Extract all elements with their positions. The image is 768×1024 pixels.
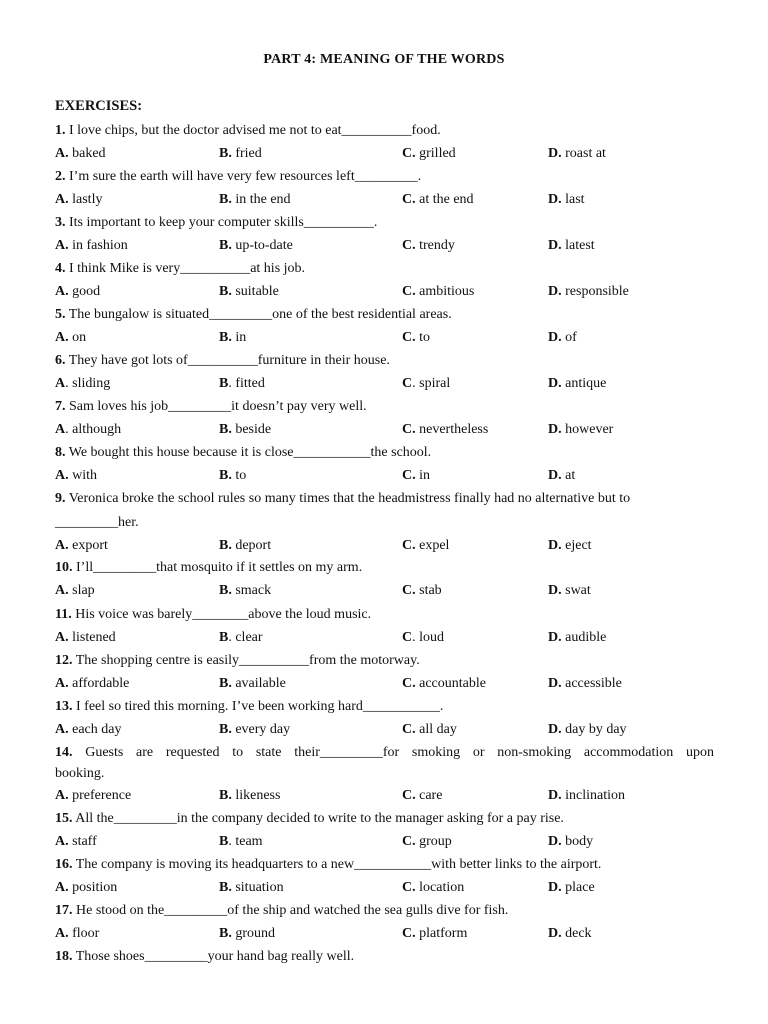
- option-text: expel: [415, 538, 450, 553]
- option-letter: D.: [548, 422, 562, 437]
- option-letter: A.: [55, 788, 69, 803]
- option-text: responsible: [561, 284, 629, 299]
- answer-options: [55, 583, 715, 603]
- option-text: ground: [231, 926, 276, 941]
- option-letter: D.: [548, 583, 562, 598]
- option-c: [402, 538, 449, 554]
- option-letter: A.: [55, 468, 69, 483]
- question-18: [55, 949, 354, 965]
- option-b: [219, 468, 246, 484]
- question-text: The bungalow is situated_________one of the best residential areas.: [65, 307, 452, 322]
- question-3: [55, 215, 377, 231]
- option-text: all day: [415, 722, 457, 737]
- question-number: 2.: [55, 169, 66, 184]
- option-text: accountable: [415, 676, 486, 691]
- option-letter: A.: [55, 880, 69, 895]
- question-text: Those shoes_________your hand bag really well.: [72, 949, 355, 964]
- question-number: 10.: [55, 560, 73, 575]
- question-17: [55, 903, 508, 919]
- option-text: audible: [561, 630, 607, 645]
- option-b: [219, 722, 290, 738]
- question-text: Its important to keep your computer skills__________.: [65, 215, 378, 230]
- option-text: to: [231, 468, 247, 483]
- option-letter: B.: [219, 880, 232, 895]
- option-d: [548, 788, 625, 804]
- question-text: I think Mike is very__________at his job.: [65, 261, 306, 276]
- question-number: 1.: [55, 123, 66, 138]
- option-letter: A.: [55, 538, 69, 553]
- option-text: affordable: [68, 676, 130, 691]
- question-number: 6.: [55, 353, 66, 368]
- question-10: [55, 560, 362, 576]
- option-letter: C.: [402, 284, 416, 299]
- option-letter: D.: [548, 834, 562, 849]
- option-letter: D.: [548, 146, 562, 161]
- option-letter: C.: [402, 238, 416, 253]
- option-letter: A.: [55, 284, 69, 299]
- page-title: PART 4: MEANING OF THE WORDS: [263, 52, 505, 67]
- option-b: [219, 146, 262, 162]
- option-letter: D.: [548, 330, 562, 345]
- option-letter: A.: [55, 676, 69, 691]
- option-a: [55, 834, 97, 850]
- option-d: [548, 834, 593, 850]
- option-a: [55, 376, 110, 392]
- option-text: suitable: [231, 284, 279, 299]
- answer-options: [55, 238, 715, 258]
- option-d: [548, 376, 606, 392]
- option-letter: D.: [548, 284, 562, 299]
- option-a: [55, 146, 106, 162]
- option-letter: B.: [219, 330, 232, 345]
- option-d: [548, 238, 595, 254]
- option-text: inclination: [561, 788, 626, 803]
- option-text: deck: [561, 926, 592, 941]
- option-letter: C.: [402, 422, 416, 437]
- option-text: slap: [68, 583, 95, 598]
- option-d: [548, 468, 575, 484]
- option-a: [55, 284, 100, 300]
- option-letter: C.: [402, 722, 416, 737]
- option-b: [219, 880, 284, 896]
- option-letter: B: [219, 834, 229, 849]
- option-text: deport: [231, 538, 272, 553]
- option-letter: C.: [402, 834, 416, 849]
- option-text: beside: [231, 422, 272, 437]
- question-number: 11.: [55, 607, 72, 622]
- option-b: [219, 376, 265, 392]
- option-letter: D.: [548, 630, 562, 645]
- option-letter: C.: [402, 192, 416, 207]
- option-letter: A.: [55, 238, 69, 253]
- option-text: nevertheless: [415, 422, 489, 437]
- answer-options: [55, 422, 715, 442]
- question-16: [55, 857, 601, 873]
- option-c: [402, 376, 450, 392]
- question-6: [55, 353, 390, 369]
- option-a: [55, 880, 117, 896]
- question-text: I love chips, but the doctor advised me not to eat__________food.: [65, 123, 441, 138]
- option-text: latest: [561, 238, 595, 253]
- option-d: [548, 722, 627, 738]
- question-12: [55, 653, 420, 669]
- question-number: 13.: [55, 699, 73, 714]
- question-text: The shopping centre is easily__________from the motorway.: [72, 653, 420, 668]
- question-text: His voice was barely________above the loud music.: [71, 607, 372, 622]
- question-number: 14.: [55, 745, 73, 760]
- option-letter: C.: [402, 146, 416, 161]
- question-11: [55, 607, 371, 623]
- question-7: [55, 399, 367, 415]
- option-letter: C.: [402, 538, 416, 553]
- option-a: [55, 926, 99, 942]
- option-text: staff: [68, 834, 97, 849]
- option-letter: C.: [402, 330, 416, 345]
- option-letter: A.: [55, 330, 69, 345]
- option-b: [219, 926, 275, 942]
- option-text: group: [415, 834, 452, 849]
- option-letter: A: [55, 376, 66, 391]
- option-a: [55, 538, 108, 554]
- option-c: [402, 192, 474, 208]
- option-letter: A.: [55, 926, 69, 941]
- option-b: [219, 834, 263, 850]
- option-text: likeness: [231, 788, 281, 803]
- question-text: We bought this house because it is close___________the school.: [65, 445, 432, 460]
- option-letter: D.: [548, 926, 562, 941]
- option-text: ambitious: [415, 284, 475, 299]
- option-letter: B: [219, 630, 229, 645]
- option-a: [55, 192, 102, 208]
- option-letter: C.: [402, 468, 416, 483]
- option-text: with: [68, 468, 98, 483]
- option-c: [402, 834, 452, 850]
- option-text: in fashion: [68, 238, 128, 253]
- question-text: I’m sure the earth will have very few resources left_________.: [65, 169, 422, 184]
- option-text: in: [231, 330, 247, 345]
- option-text: good: [68, 284, 101, 299]
- option-text: baked: [68, 146, 106, 161]
- question-continuation: _________her.: [55, 515, 139, 530]
- option-text: every day: [231, 722, 291, 737]
- option-d: [548, 146, 606, 162]
- option-b: [219, 330, 246, 346]
- question-number: 15.: [55, 811, 73, 826]
- option-letter: A.: [55, 630, 69, 645]
- option-letter: A.: [55, 146, 69, 161]
- answer-options: [55, 376, 715, 396]
- option-letter: D.: [548, 676, 562, 691]
- option-c: [402, 880, 464, 896]
- question-text: I’ll_________that mosquito if it settles on my arm.: [72, 560, 363, 575]
- option-c: [402, 926, 467, 942]
- option-letter: B.: [219, 722, 232, 737]
- option-text: of: [561, 330, 577, 345]
- question-13: [55, 699, 443, 715]
- option-text: swat: [561, 583, 591, 598]
- option-letter: B.: [219, 926, 232, 941]
- answer-options: [55, 630, 715, 650]
- option-text: position: [68, 880, 118, 895]
- option-text: floor: [68, 926, 100, 941]
- option-text: location: [415, 880, 465, 895]
- option-a: [55, 788, 131, 804]
- option-text: to: [415, 330, 431, 345]
- answer-options: [55, 926, 715, 946]
- option-letter: C.: [402, 926, 416, 941]
- option-c: [402, 583, 442, 599]
- option-text: export: [68, 538, 108, 553]
- answer-options: [55, 538, 715, 558]
- option-b: [219, 583, 271, 599]
- question-5: [55, 307, 452, 323]
- question-text: I feel so tired this morning. I’ve been working hard___________.: [72, 699, 444, 714]
- option-text: care: [415, 788, 443, 803]
- option-text: body: [561, 834, 594, 849]
- question-2: [55, 169, 421, 185]
- option-text: fried: [231, 146, 262, 161]
- option-text: . although: [65, 422, 122, 437]
- option-text: stab: [415, 583, 442, 598]
- question-number: 17.: [55, 903, 73, 918]
- option-d: [548, 676, 622, 692]
- option-letter: D.: [548, 538, 562, 553]
- option-b: [219, 788, 280, 804]
- option-text: grilled: [415, 146, 456, 161]
- option-d: [548, 192, 585, 208]
- option-c: [402, 422, 488, 438]
- option-text: listened: [68, 630, 116, 645]
- option-text: smack: [231, 583, 272, 598]
- question-1: [55, 123, 441, 139]
- option-c: [402, 788, 442, 804]
- option-text: at the end: [415, 192, 474, 207]
- option-letter: C.: [402, 880, 416, 895]
- option-b: [219, 538, 271, 554]
- answer-options: [55, 192, 715, 212]
- option-text: however: [561, 422, 614, 437]
- option-text: accessible: [561, 676, 622, 691]
- question-number: 5.: [55, 307, 66, 322]
- option-text: each day: [68, 722, 122, 737]
- option-a: [55, 330, 86, 346]
- option-c: [402, 676, 486, 692]
- question-4: [55, 261, 305, 277]
- option-b: [219, 192, 291, 208]
- answer-options: [55, 834, 715, 854]
- option-text: . clear: [228, 630, 263, 645]
- question-number: 3.: [55, 215, 66, 230]
- question-number: 4.: [55, 261, 66, 276]
- option-b: [219, 284, 279, 300]
- question-text: Sam loves his job_________it doesn’t pay very well.: [65, 399, 367, 414]
- answer-options: [55, 676, 715, 696]
- option-letter: D.: [548, 468, 562, 483]
- option-c: [402, 630, 444, 646]
- option-letter: C: [402, 630, 413, 645]
- option-letter: D.: [548, 788, 562, 803]
- option-letter: C.: [402, 788, 416, 803]
- option-c: [402, 146, 456, 162]
- option-letter: B.: [219, 788, 232, 803]
- option-b: [219, 422, 271, 438]
- option-text: at: [561, 468, 576, 483]
- option-text: . fitted: [228, 376, 265, 391]
- option-c: [402, 330, 430, 346]
- question-text: Veronica broke the school rules so many times that the headmistress finally had no alternative but to: [65, 491, 631, 506]
- question-number: 18.: [55, 949, 73, 964]
- question-15: [55, 811, 564, 827]
- option-a: [55, 238, 128, 254]
- answer-options: [55, 284, 715, 304]
- question-text: They have got lots of__________furniture in their house.: [65, 353, 390, 368]
- option-letter: A: [55, 422, 66, 437]
- answer-options: [55, 788, 715, 808]
- option-letter: D.: [548, 880, 562, 895]
- option-text: . team: [228, 834, 263, 849]
- option-a: [55, 583, 95, 599]
- option-letter: B.: [219, 284, 232, 299]
- option-text: situation: [231, 880, 284, 895]
- exercises-heading: EXERCISES:: [55, 98, 143, 114]
- option-c: [402, 468, 430, 484]
- question-text: All the_________in the company decided to write to the manager asking for a pay rise.: [72, 811, 564, 826]
- answer-options: [55, 722, 715, 742]
- option-text: on: [68, 330, 87, 345]
- question-text: Guests are requested to state their_________for smoking or non-smoking accommodation upon: [72, 745, 714, 760]
- option-letter: D.: [548, 722, 562, 737]
- option-b: [219, 676, 286, 692]
- option-letter: B.: [219, 538, 232, 553]
- option-letter: C: [402, 376, 413, 391]
- option-letter: B.: [219, 468, 232, 483]
- answer-options: [55, 468, 715, 488]
- question-number: 8.: [55, 445, 66, 460]
- option-text: trendy: [415, 238, 455, 253]
- option-text: last: [561, 192, 585, 207]
- option-c: [402, 284, 474, 300]
- answer-options: [55, 880, 715, 900]
- question-8: [55, 445, 431, 461]
- question-continuation: booking.: [55, 766, 105, 781]
- option-letter: C.: [402, 583, 416, 598]
- answer-options: [55, 146, 715, 166]
- option-text: antique: [561, 376, 607, 391]
- option-letter: B.: [219, 192, 232, 207]
- option-text: in: [415, 468, 431, 483]
- option-text: up-to-date: [231, 238, 293, 253]
- question-number: 12.: [55, 653, 73, 668]
- option-letter: B.: [219, 422, 232, 437]
- option-letter: A.: [55, 583, 69, 598]
- question-number: 16.: [55, 857, 73, 872]
- option-text: . spiral: [412, 376, 451, 391]
- option-d: [548, 583, 591, 599]
- option-letter: D.: [548, 376, 562, 391]
- question-9: [55, 491, 630, 507]
- option-text: day by day: [561, 722, 627, 737]
- option-text: lastly: [68, 192, 103, 207]
- question-number: 7.: [55, 399, 66, 414]
- option-letter: D.: [548, 192, 562, 207]
- option-a: [55, 630, 116, 646]
- option-d: [548, 422, 613, 438]
- option-text: . sliding: [65, 376, 111, 391]
- option-d: [548, 630, 606, 646]
- option-text: preference: [68, 788, 132, 803]
- option-letter: B.: [219, 583, 232, 598]
- option-letter: B: [219, 376, 229, 391]
- option-text: available: [231, 676, 286, 691]
- option-letter: D.: [548, 238, 562, 253]
- option-text: eject: [561, 538, 592, 553]
- option-d: [548, 880, 595, 896]
- option-letter: B.: [219, 676, 232, 691]
- answer-options: [55, 330, 715, 350]
- option-a: [55, 676, 129, 692]
- question-14: [55, 745, 714, 761]
- option-b: [219, 238, 293, 254]
- option-letter: B.: [219, 146, 232, 161]
- question-number: 9.: [55, 491, 66, 506]
- question-text: He stood on the_________of the ship and watched the sea gulls dive for fish.: [72, 903, 509, 918]
- option-c: [402, 722, 457, 738]
- option-a: [55, 468, 97, 484]
- option-letter: C.: [402, 676, 416, 691]
- option-text: in the end: [231, 192, 291, 207]
- option-d: [548, 284, 629, 300]
- option-letter: A.: [55, 722, 69, 737]
- option-c: [402, 238, 455, 254]
- option-text: roast at: [561, 146, 606, 161]
- option-text: . loud: [412, 630, 445, 645]
- option-a: [55, 422, 121, 438]
- option-b: [219, 630, 263, 646]
- option-text: platform: [415, 926, 468, 941]
- option-letter: B.: [219, 238, 232, 253]
- option-d: [548, 926, 592, 942]
- option-d: [548, 538, 592, 554]
- option-a: [55, 722, 121, 738]
- option-letter: A.: [55, 834, 69, 849]
- option-letter: A.: [55, 192, 69, 207]
- option-text: place: [561, 880, 595, 895]
- option-d: [548, 330, 577, 346]
- question-text: The company is moving its headquarters to a new___________with better links to the airport.: [72, 857, 602, 872]
